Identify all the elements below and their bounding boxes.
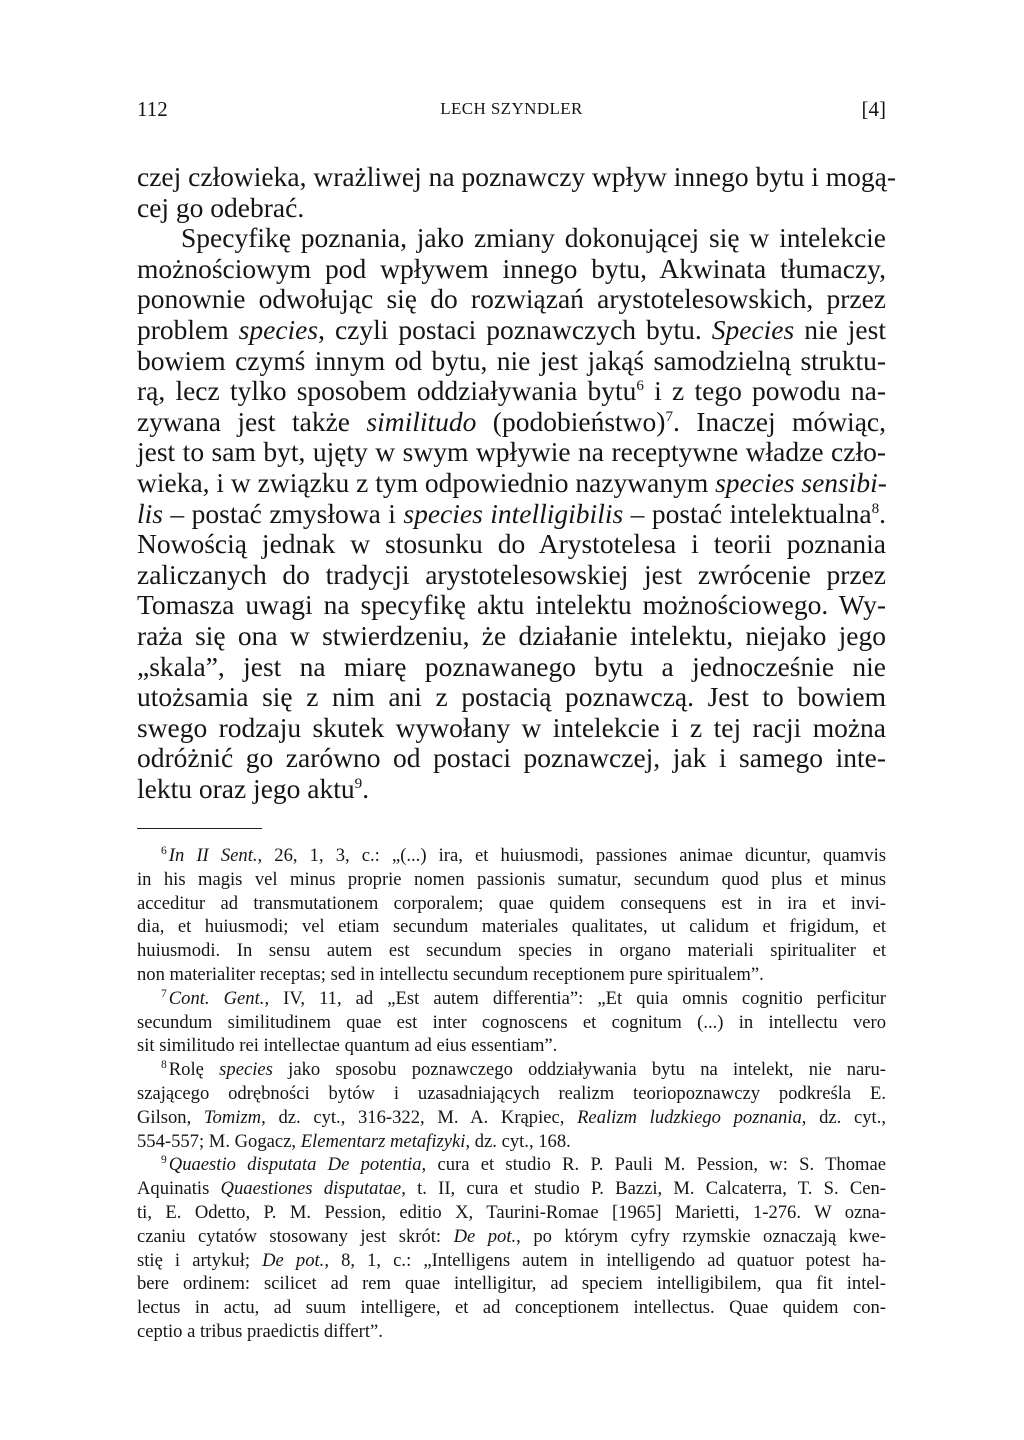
text-run: czaniu cytatów stosowany jest skrót:	[137, 1225, 454, 1247]
italic-text: Tomizm	[203, 1106, 262, 1128]
text-run: jest to sam byt, ujęty w swym wpływie na receptywne władze czło-	[137, 436, 886, 468]
footnote-line	[137, 1225, 886, 1249]
footnote	[137, 987, 886, 1058]
text-run: – postać intelektualna	[623, 497, 872, 529]
footnote	[137, 1153, 886, 1343]
text-line	[137, 193, 886, 224]
footnote-number: 9	[161, 1154, 167, 1167]
text-run: , 26, 1, 3, c.: „(...) ira, et huiusmodi, passiones animae dicuntur, quamvis	[257, 845, 886, 866]
footnote-line	[137, 1320, 886, 1344]
section-number: [4]	[861, 97, 886, 121]
footnote-line	[137, 1034, 886, 1058]
text-line	[137, 499, 886, 530]
text-line	[137, 621, 886, 652]
italic-text: species	[219, 1059, 273, 1081]
text-run: – postać zmysłowa i	[162, 497, 404, 529]
running-head-author: LECH SZYNDLER	[440, 99, 583, 118]
text-line	[137, 529, 886, 560]
footnote-number: 6	[161, 844, 167, 857]
main-text	[137, 161, 897, 804]
text-run: secundum similitudinem quae est inter cognoscens et cognitum (...) in intellectu vero	[137, 1011, 886, 1033]
footnotes	[137, 844, 886, 1344]
text-run: problem	[137, 313, 239, 345]
text-run: wieka, i w związku z tym odpowiednio nazywanym	[137, 466, 716, 498]
footnote-line	[137, 939, 886, 963]
text-line	[137, 161, 897, 193]
text-run: non materialiter receptas; sed in intellectu secundum receptionem pure spiritualem”.	[137, 963, 764, 985]
italic-text: species intelligibilis	[403, 497, 624, 529]
footnote-line	[137, 1106, 886, 1130]
text-line	[137, 315, 886, 346]
footnote-line	[137, 1272, 886, 1296]
text-run: bowiem czymś innym od bytu, nie jest jakąś samodzielną struktu-	[137, 344, 886, 376]
text-run: , czyli postaci poznawczych bytu.	[318, 313, 712, 345]
italic-text: De pot.	[453, 1225, 517, 1247]
text-line	[137, 254, 886, 285]
text-line	[137, 713, 886, 744]
text-run: , 8, 1, c.: „Intelligens autem in intelligendo ad quatuor potest ha-	[324, 1249, 886, 1271]
text-run: Gilson,	[137, 1106, 204, 1128]
text-line	[137, 468, 886, 499]
text-run: swego rodzaju skutek wywołany w intelekcie i z tej racji można	[137, 711, 886, 743]
text-run: , po którym cyfry rzymskie oznaczają kwe-	[516, 1225, 886, 1247]
footnote-line	[137, 844, 886, 868]
text-run: Tomasza uwagi na specyfikę aktu intelektu możnościowego. Wy-	[137, 589, 886, 621]
text-line	[137, 682, 886, 713]
italic-text: Quaestio disputata De potentia	[168, 1154, 422, 1176]
text-run: nie jest	[794, 313, 886, 345]
text-run: , t. II, cura et studio P. Bazzi, M. Calcaterra, T. S. Cen-	[401, 1178, 886, 1200]
text-run: 554-557; M. Gogacz,	[137, 1130, 301, 1152]
text-run: , dz. cyt., 316-322, M. A. Krąpiec,	[261, 1106, 578, 1128]
text-run: Nowością jednak w stosunku do Arystotelesa i teorii poznania	[137, 528, 886, 560]
footnote-reference: 6	[636, 378, 644, 394]
text-line	[137, 437, 886, 468]
text-run: lectus in actu, ad suum intelligere, et ad conceptionem intellectus. Quae quidem con-	[137, 1297, 886, 1319]
text-run: huiusmodi. In sensu autem est secundum species in organo materiali spiritualiter et	[137, 940, 886, 962]
footnote-line	[137, 1058, 886, 1082]
text-run: acceditur ad transmutationem corporalem; quae quidem consequens est in ira et invi-	[137, 892, 886, 914]
footnote-reference: 7	[665, 408, 673, 425]
text-run: możnościowym pod wpływem innego bytu, Akwinata tłumaczy,	[137, 252, 886, 284]
text-run: .	[879, 497, 887, 529]
text-run: i z tego powodu na-	[643, 375, 886, 407]
text-run: sit similitudo rei intellectae quantum ad eius essentiam”.	[137, 1035, 558, 1057]
text-run: jako sposobu poznawczego oddziaływania bytu na intelekt, nie naru-	[272, 1059, 886, 1081]
text-run: stię i artykuł;	[137, 1249, 263, 1271]
text-line	[137, 346, 886, 377]
text-run: cej go odebrać.	[137, 191, 305, 223]
text-line	[137, 407, 886, 438]
text-run: ceptio a tribus praedictis differt”.	[137, 1320, 383, 1342]
text-run: zywana jest także	[137, 405, 367, 437]
text-run: dia, et huiusmodi; vel etiam secundum materiales qualitates, ut calidum et frigidum, et	[137, 916, 886, 938]
text-run: czej człowieka, wrażliwej na poznawczy wpływ innego bytu i mogą-	[137, 161, 897, 192]
text-line	[137, 560, 886, 591]
text-run: szającego odrębności bytów i uzasadniających realizm teoriopoznawczy podkreśla E.	[137, 1082, 886, 1104]
text-run: , IV, 11, ad „Est autem differentia”: „Et quia omnis cognitio perficitur	[264, 987, 886, 1009]
italic-text: Cont. Gent.	[168, 987, 265, 1009]
text-run: raża się ona w stwierdzeniu, że działanie intelektu, niejako jego	[137, 619, 886, 651]
text-run: (podobieństwo)	[476, 405, 666, 437]
text-run: , dz. cyt., 168.	[465, 1130, 571, 1152]
text-run: lektu oraz jego aktu	[137, 772, 355, 804]
text-run: , dz. cyt.,	[801, 1106, 886, 1128]
text-run: . Inaczej mówiąc,	[673, 405, 886, 437]
text-run: ponownie odwołując się do rozwiązań arystotelesowskich, przez	[137, 283, 886, 315]
footnote-line	[137, 915, 886, 939]
footnote-line	[137, 1249, 886, 1273]
italic-text: De pot.	[262, 1249, 325, 1271]
text-run: „skala”, jest na miarę poznawanego bytu a jednocześnie nie	[137, 650, 886, 682]
text-line	[137, 284, 886, 315]
footnote	[137, 1058, 886, 1153]
footnote-line	[137, 1153, 886, 1177]
footnote-line	[137, 868, 886, 892]
italic-text: Elementarz metafizyki	[300, 1130, 466, 1152]
footnote-reference: 8	[871, 500, 880, 517]
italic-text: similitudo	[366, 405, 477, 437]
text-run: .	[362, 772, 370, 804]
text-line	[137, 743, 886, 774]
text-line	[137, 376, 886, 407]
text-run: odróżnić go zarówno od postaci poznawczej, jak i samego inte-	[137, 742, 886, 774]
italic-text: lis	[137, 497, 163, 529]
text-run: ti, E. Odetto, P. M. Pession, editio X, Taurini-Romae [1965] Marietti, 1-276. W ozna-	[137, 1201, 886, 1223]
footnote-line	[137, 963, 886, 987]
text-run: bere ordinem: scilicet ad rem quae intelligitur, ad speciem intelligibilem, qua fit intel-	[137, 1273, 886, 1295]
text-run: Specyfikę poznania, jako zmiany dokonującej się w intelekcie	[181, 222, 886, 254]
text-line	[137, 223, 886, 254]
text-run: rą, lecz tylko sposobem oddziaływania bytu	[137, 375, 637, 407]
page-number: 112	[137, 97, 168, 121]
text-line	[137, 590, 886, 621]
footnote-number: 7	[161, 987, 167, 1000]
text-run: , cura et studio R. P. Pauli M. Pession, w: S. Thomae	[421, 1154, 886, 1176]
italic-text: species	[238, 313, 319, 345]
text-line	[137, 652, 886, 683]
footnote-line	[137, 892, 886, 916]
footnote	[137, 844, 886, 987]
text-run: utożsamia się z nim ani z postacią poznawczą. Jest to bowiem	[137, 681, 886, 713]
italic-text: In II Sent.	[168, 845, 258, 866]
footnote-line	[137, 1201, 886, 1225]
footnote-line	[137, 1130, 886, 1154]
footnote-reference: 9	[354, 775, 363, 792]
italic-text: species sensibi-	[715, 466, 887, 498]
footnote-separator	[137, 828, 262, 829]
footnote-line	[137, 987, 886, 1011]
text-run: in his magis vel minus proprie nomen passionis sumatur, secundum quod plus et minus	[137, 868, 886, 890]
footnote-line	[137, 1177, 886, 1201]
italic-text: Species	[711, 313, 795, 345]
footnote-line	[137, 1296, 886, 1320]
running-header	[137, 94, 886, 124]
text-run: Rolę	[168, 1059, 220, 1081]
italic-text: Quaestiones disputatae	[220, 1178, 402, 1200]
footnote-line	[137, 1082, 886, 1106]
text-line	[137, 774, 886, 805]
text-run: Aquinatis	[137, 1178, 221, 1200]
footnote-line	[137, 1011, 886, 1035]
footnote-number: 8	[161, 1058, 167, 1071]
italic-text: Realizm ludzkiego poznania	[577, 1106, 802, 1128]
text-run: zaliczanych do tradycji arystotelesowskiej jest zwrócenie przez	[137, 558, 886, 590]
